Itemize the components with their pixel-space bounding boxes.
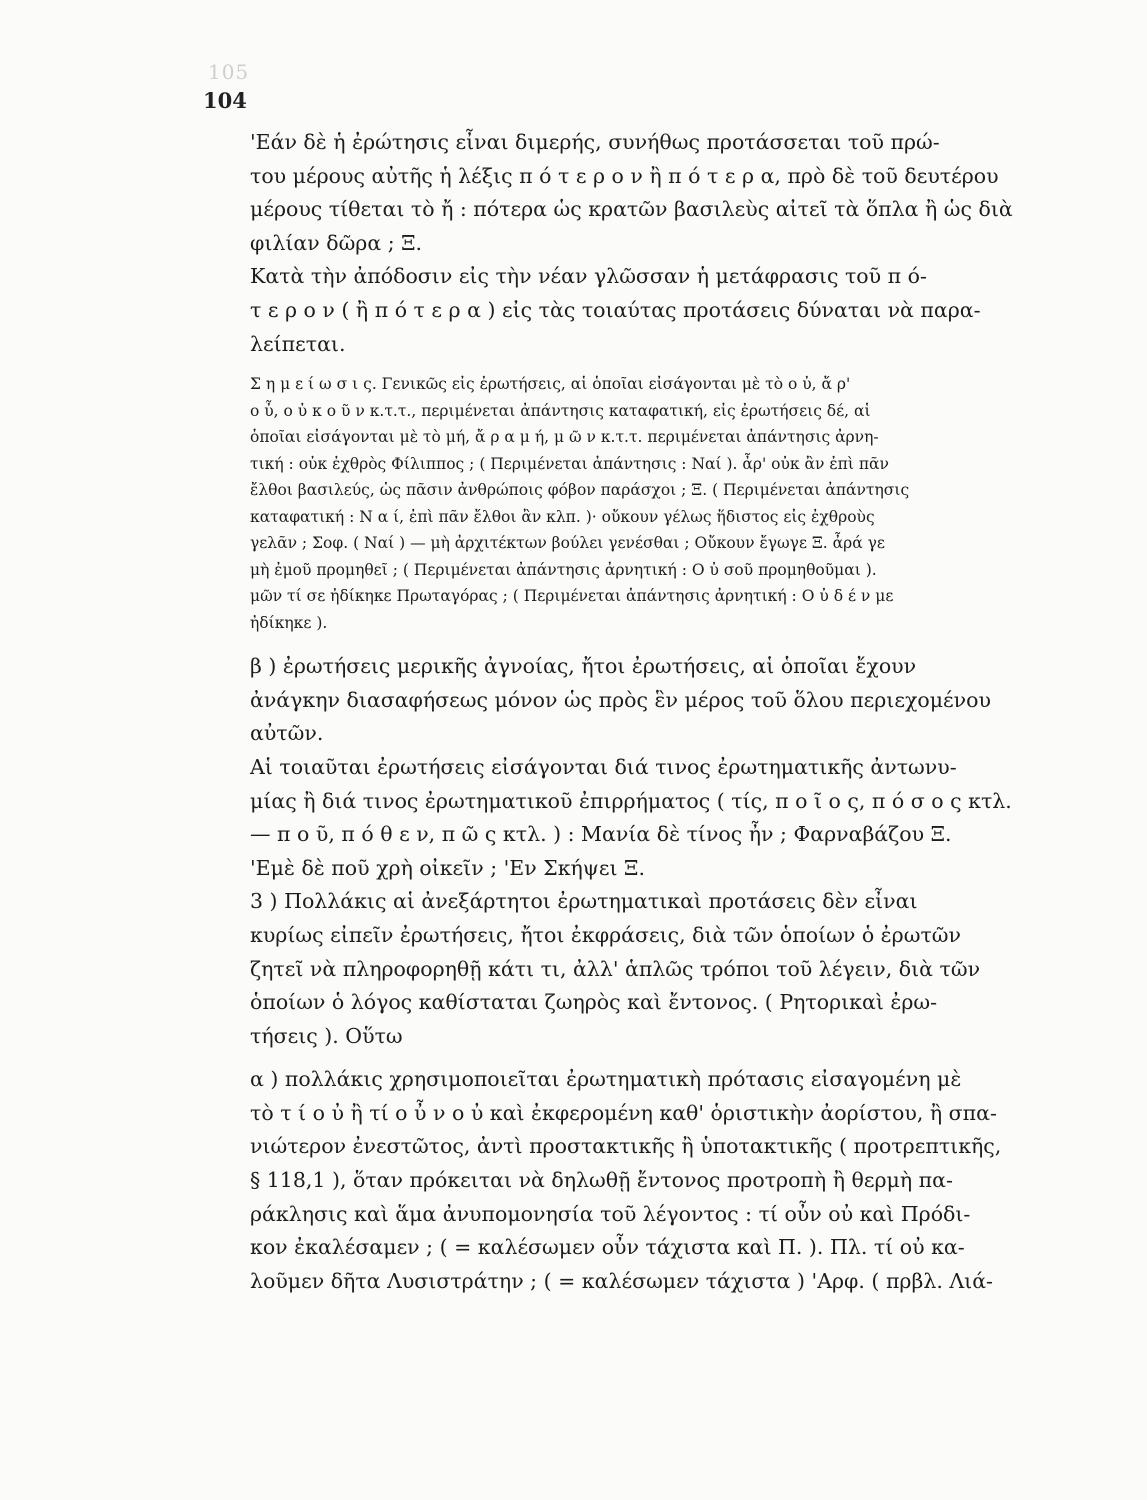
text-line: § 118,1 ), ὅταν πρόκειται νὰ δηλωθῇ ἔντονος προτροπὴ ἢ θερμὴ πα- xyxy=(250,1168,953,1193)
text-line: λείπεται. xyxy=(250,331,346,356)
text-line: μίας ἢ διά τινος ἐρωτηματικοῦ ἐπιρρήματος ( τίς, π ο ῖ ο ς, π ό σ ο ς κτλ. xyxy=(250,788,1012,813)
text-line: τήσεις ). Οὕτω xyxy=(250,1023,403,1048)
text-line: ὁποίων ὁ λόγος καθίσταται ζωηρὸς καὶ ἔντονος. ( Ρητορικαὶ ἐρω- xyxy=(250,990,938,1015)
bleed-through-page-number: 105 xyxy=(208,60,250,84)
text-line: β ) ἐρωτήσεις μερικῆς ἀγνοίας, ἤτοι ἐρωτήσεις, αἱ ὁποῖαι ἔχουν xyxy=(250,654,917,679)
paragraph-alpha xyxy=(203,1063,1053,1298)
text-line: τ ε ρ ο ν ( ἢ π ό τ ε ρ α ) εἰς τὰς τοιαύτας προτάσεις δύναται νὰ παρα- xyxy=(250,297,981,322)
text-line: 3 ) Πολλάκις αἱ ἀνεξάρτητοι ἐρωτηματικαὶ προτάσεις δὲν εἶναι xyxy=(250,889,918,914)
body-text xyxy=(203,126,1053,1298)
text-line: Αἱ τοιαῦται ἐρωτήσεις εἰσάγονται διά τινος ἐρωτηματικῆς ἀντωνυ- xyxy=(250,754,957,779)
text-line: νιώτερον ἐνεστῶτος, ἀντὶ προστακτικῆς ἢ ὑποτακτικῆς ( προτρεπτικῆς, xyxy=(250,1134,1002,1159)
text-line: γελᾶν ; Σοφ. ( Ναί ) — μὴ ἀρχιτέκτων βούλει γενέσθαι ; Οὔκουν ἔγωγε Ξ. ἆρά γε xyxy=(250,534,885,553)
text-line: λοῦμεν δῆτα Λυσιστράτην ; ( = καλέσωμεν τάχιστα ) 'Αρφ. ( πρβλ. Λιά- xyxy=(250,1268,993,1293)
text-line: 'Εάν δὲ ἡ ἐρώτησις εἶναι διμερής, συνήθως προτάσσεται τοῦ πρώ- xyxy=(250,130,940,154)
text-line: Κατὰ τὴν ἀπόδοσιν εἰς τὴν νέαν γλῶσσαν ἡ μετάφρασις τοῦ π ό- xyxy=(250,264,927,289)
paragraph-translation-note xyxy=(203,260,1053,361)
text-line: καταφατική : Ν α ί, ἐπὶ πᾶν ἔλθοι ἂν κλπ. )· οὔκουν γέλως ἥδιστος εἰς ἐχθροὺς xyxy=(250,507,875,526)
text-line: μέρους τίθεται τὸ ἤ : πότερα ὡς κρατῶν βασιλεὺς αἰτεῖ τὰ ὅπλα ἢ ὡς διὰ xyxy=(250,197,1013,222)
text-line: ράκλησις καὶ ἅμα ἀνυπομονησία τοῦ λέγοντος : τί οὖν οὐ καὶ Πρόδι- xyxy=(250,1201,971,1226)
text-line: τική : οὐκ ἐχθρὸς Φίλιππος ; ( Περιμένεται ἀπάντησις : Ναί ). ἆρ' οὐκ ἂν ἐπὶ πᾶν xyxy=(250,454,889,473)
text-line: 'Εμὲ δὲ ποῦ χρὴ οἰκεῖν ; 'Εν Σκήψει Ξ. xyxy=(250,855,645,880)
text-line: ὁποῖαι εἰσάγονται μὲ τὸ μή, ἄ ρ α μ ή, μ ῶ ν κ.τ.τ. περιμένεται ἀπάντησις ἀρνη- xyxy=(250,428,879,447)
paragraph-intro xyxy=(203,126,1053,260)
text-line: ἠδίκηκε ). xyxy=(250,613,328,632)
text-line: — π ο ῦ, π ό θ ε ν, π ῶ ς κτλ. ) : Μανία δὲ τίνος ἦν ; Φαρναβάζου Ξ. xyxy=(250,822,952,847)
paragraph-rhetorical xyxy=(203,885,1053,1053)
paragraph-interrogatives xyxy=(203,751,1053,885)
text-line: Σ η μ ε ί ω σ ι ς. Γενικῶς εἰς ἐρωτήσεις, αἱ ὁποῖαι εἰσάγονται μὲ τὸ ο ὐ, ἄ ρ' xyxy=(250,375,851,394)
text-line: κον ἐκαλέσαμεν ; ( = καλέσωμεν οὖν τάχιστα καὶ Π. ). Πλ. τί οὐ κα- xyxy=(250,1235,965,1260)
paragraph-remark xyxy=(203,371,1053,636)
text-line: τὸ τ ί ο ὐ ἢ τί ο ὖ ν ο ὐ καὶ ἐκφερομένη καθ' ὁριστικὴν ἀορίστου, ἢ σπα- xyxy=(250,1100,997,1125)
text-line: μὴ ἐμοῦ προμηθεῖ ; ( Περιμένεται ἀπάντησις ἀρνητική : Ο ὐ σοῦ προμηθοῦμαι ). xyxy=(250,560,877,579)
text-line: κυρίως εἰπεῖν ἐρωτήσεις, ἤτοι ἐκφράσεις, διὰ τῶν ὁποίων ὁ ἐρωτῶν xyxy=(250,922,961,947)
text-line: μῶν τί σε ἠδίκηκε Πρωταγόρας ; ( Περιμένεται ἀπάντησις ἀρνητική : Ο ὐ δ έ ν με xyxy=(250,587,894,606)
text-line: ο ὖ, ο ὐ κ ο ῦ ν κ.τ.τ., περιμένεται ἀπάντησις καταφατική, εἰς ἐρωτήσεις δέ, αἱ xyxy=(250,401,871,420)
text-line: ζητεῖ νὰ πληροφορηθῇ κάτι τι, ἀλλ' ἁπλῶς τρόποι τοῦ λέγειν, διὰ τῶν xyxy=(250,956,981,981)
text-line: αὐτῶν. xyxy=(250,721,324,746)
text-line: του μέρους αὐτῆς ἡ λέξις π ό τ ε ρ ο ν ἢ π ό τ ε ρ α, πρὸ δὲ τοῦ δευτέρου xyxy=(250,163,999,188)
text-line: ἔλθοι βασιλεύς, ὡς πᾶσιν ἀνθρώποις φόβον παράσχοι ; Ξ. ( Περιμένεται ἀπάντησις xyxy=(250,481,910,500)
page-number: 104 xyxy=(203,88,247,113)
text-line: α ) πολλάκις χρησιμοποιεῖται ἐρωτηματικὴ πρότασις εἰσαγομένη μὲ xyxy=(250,1067,962,1092)
text-line: ἀνάγκην διασαφήσεως μόνον ὡς πρὸς ἓν μέρος τοῦ ὅλου περιεχομένου xyxy=(250,687,991,712)
text-line: φιλίαν δῶρα ; Ξ. xyxy=(250,230,423,255)
paragraph-partial-ignorance xyxy=(203,650,1053,751)
